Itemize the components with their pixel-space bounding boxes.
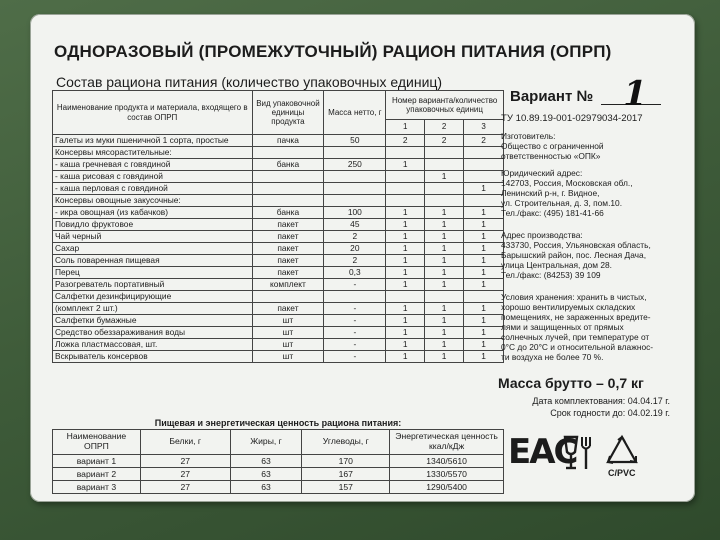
cell-v2: 1 [425,339,464,351]
cell-name: Салфетки дезинфицирующие [53,291,253,303]
table-row [53,171,504,183]
cell-v2: 1 [425,315,464,327]
cell-name: - икра овощная (из кабачков) [53,207,253,219]
cell-mass [324,147,386,159]
cell-v1: 1 [386,339,425,351]
storage-line: солнечных лучей, при температуре от [501,332,650,343]
cell-unit: банка [252,207,324,219]
cell-v3: 1 [464,183,504,195]
table-row [53,327,504,339]
cell-mass: - [324,303,386,315]
composition-table [52,90,504,363]
cell-v3 [464,291,504,303]
cell-name: Повидло фруктовое [53,219,253,231]
cell-unit: пачка [252,135,324,147]
header-unit: Вид упаковочной единицы продукта [252,91,324,135]
nut-cell-protein: 27 [140,468,230,481]
cell-name: Средство обеззараживания воды [53,327,253,339]
cell-unit [252,291,324,303]
nut-cell-carbs: 167 [302,468,390,481]
table-row [53,315,504,327]
cell-mass: 50 [324,135,386,147]
production_address-line: Барышский район, пос. Лесная Дача, [501,250,647,261]
table-row [53,231,504,243]
cell-name: - каша гречневая с говядиной [53,159,253,171]
cell-v2: 2 [425,135,464,147]
cell-v1: 2 [386,135,425,147]
production_address-line: Адрес производства: [501,230,583,240]
cell-v2: 1 [425,303,464,315]
cell-v1 [386,171,425,183]
cell-v2: 1 [425,255,464,267]
cell-unit: шт [252,315,324,327]
variant-line [510,74,661,114]
nut-header-name: Наименование ОПРП [53,430,141,455]
cell-v2: 1 [425,279,464,291]
table-row [53,279,504,291]
cell-v1: 1 [386,243,425,255]
cell-v3 [464,195,504,207]
table-row [53,195,504,207]
cell-v3 [464,159,504,171]
nutrition-row [53,468,504,481]
label-title: ОДНОРАЗОВЫЙ (ПРОМЕЖУТОЧНЫЙ) РАЦИОН ПИТАНИЯ (ОПРП) [54,42,612,61]
nutrition-title: Пищевая и энергетическая ценность рациона питания: [154,418,402,428]
cell-mass [324,195,386,207]
table-row [53,219,504,231]
dates-block [500,395,670,419]
nutrition-row [53,481,504,494]
storage-line: Условия хранения: хранить в чистых, [501,292,647,302]
nut-cell-energy: 1340/5610 [390,455,504,468]
cell-v2 [425,291,464,303]
cell-mass [324,291,386,303]
cell-v1 [386,147,425,159]
legal_address-line: Юридический адрес: [501,168,583,178]
recycle-icon [604,434,640,466]
table-row [53,291,504,303]
table-row [53,339,504,351]
cell-v2 [425,183,464,195]
production_address-line: улица Центральная, дом 28. [501,260,612,271]
cell-v3 [464,147,504,159]
cell-v3: 1 [464,303,504,315]
table-row [53,255,504,267]
cell-v2: 1 [425,231,464,243]
cell-name: Разогреватель портативный [53,279,253,291]
cell-unit [252,171,324,183]
cell-v2: 1 [425,351,464,363]
cell-v3: 1 [464,339,504,351]
cell-mass: - [324,339,386,351]
cell-v2 [425,159,464,171]
storage-line: лями и защищенных от прямых [501,322,624,333]
cell-v3 [464,171,504,183]
expiry-date: Срок годности до: 04.02.19 г. [550,408,670,419]
nut-cell-name: вариант 3 [53,481,141,494]
cell-name: (комплект 2 шт.) [53,303,253,315]
table-row [53,303,504,315]
cell-v2: 1 [425,171,464,183]
cell-unit: шт [252,339,324,351]
cell-name: Чай черный [53,231,253,243]
nut-cell-carbs: 157 [302,481,390,494]
cell-unit [252,195,324,207]
recycle-code: C/PVC [608,468,636,478]
header-variant: Номер варианта/количество упаковочных единиц [386,91,504,120]
table-row [53,183,504,195]
variant-number: 1 [619,74,652,114]
cell-mass: - [324,351,386,363]
cell-v3: 1 [464,207,504,219]
cell-name: - каша рисовая с говядиной [53,171,253,183]
cell-v1 [386,195,425,207]
cell-v1: 1 [386,219,425,231]
cell-mass: 2 [324,231,386,243]
table-row [53,243,504,255]
production_address-line: Тел./факс: (84253) 39 109 [501,270,601,281]
variant-blank [601,74,661,114]
cell-name: Салфетки бумажные [53,315,253,327]
nut-header-energy: Энергетическая ценность ккал/кДж [390,430,504,455]
cell-name: Консервы мясорастительные: [53,147,253,159]
cell-unit [252,147,324,159]
cell-mass: 250 [324,159,386,171]
cell-v1 [386,291,425,303]
manufacturer-block [501,131,604,161]
eac-mark-icon: ЕАС [508,432,577,472]
production-address-block [501,230,651,280]
nut-header-carbs: Углеводы, г [302,430,390,455]
variant-label: Вариант № [510,88,594,105]
cell-mass: - [324,327,386,339]
composition-subtitle: Состав рациона питания (количество упаковочных единиц) [56,74,443,90]
nutrition-table [52,429,504,494]
cell-v1: 1 [386,315,425,327]
cell-mass: 45 [324,219,386,231]
table-row [53,351,504,363]
manufacturer-line: ответственностью «ОПК» [501,151,601,162]
cell-v1: 1 [386,303,425,315]
nut-cell-fat: 63 [230,481,302,494]
cell-v1: 1 [386,279,425,291]
cell-v3: 1 [464,267,504,279]
table-row [53,207,504,219]
legal_address-line: Тел./факс: (495) 181-41-66 [501,208,604,219]
cell-v1: 1 [386,159,425,171]
header-v1: 1 [386,120,425,135]
cell-unit: пакет [252,219,324,231]
cell-unit: пакет [252,243,324,255]
cell-v3: 1 [464,255,504,267]
nut-cell-name: вариант 2 [53,468,141,481]
cell-v3: 1 [464,279,504,291]
cell-v1: 1 [386,207,425,219]
cell-mass: 0,3 [324,267,386,279]
legal_address-line: ул. Строительная, д. 3, пом.10. [501,198,623,209]
nut-cell-energy: 1330/5570 [390,468,504,481]
production_address-line: 433730, Россия, Ульяновская область, [501,240,651,251]
storage-line: ти воздуха не более 70 %. [501,352,604,363]
cell-v2 [425,147,464,159]
nut-header-fat: Жиры, г [230,430,302,455]
cell-unit: шт [252,327,324,339]
cell-unit: комплект [252,279,324,291]
header-mass: Масса нетто, г [324,91,386,135]
ration-label [30,14,695,502]
storage-block [501,292,653,363]
cell-unit: шт [252,351,324,363]
legal_address-line: 142703, Россия, Московская обл., [501,178,633,189]
cell-v2: 1 [425,327,464,339]
table-row [53,135,504,147]
cell-v1: 1 [386,351,425,363]
cell-v1: 1 [386,231,425,243]
cell-v3: 1 [464,315,504,327]
header-v2: 2 [425,120,464,135]
cell-v3: 1 [464,231,504,243]
cell-mass [324,183,386,195]
table-row [53,267,504,279]
cell-v2: 1 [425,207,464,219]
cell-mass [324,171,386,183]
cell-v3: 1 [464,327,504,339]
gross-mass: Масса брутто – 0,7 кг [498,375,644,391]
cell-v3: 1 [464,219,504,231]
cell-v3: 1 [464,243,504,255]
nut-cell-protein: 27 [140,481,230,494]
pack-date: Дата комплектования: 04.04.17 г. [532,396,670,406]
cell-unit [252,183,324,195]
nutrition-row [53,455,504,468]
table-row [53,159,504,171]
legal_address-line: Ленинский р-н, г. Видное, [501,188,600,199]
storage-line: помещениях, не зараженных вредите- [501,312,651,323]
cell-mass: - [324,315,386,327]
cell-name: Галеты из муки пшеничной 1 сорта, простые [53,135,253,147]
cell-unit: пакет [252,255,324,267]
cell-v1: 1 [386,327,425,339]
cell-v2: 1 [425,267,464,279]
table-row [53,147,504,159]
nut-header-protein: Белки, г [140,430,230,455]
cell-name: Соль поваренная пищевая [53,255,253,267]
nut-cell-fat: 63 [230,455,302,468]
tu-code: ТУ 10.89.19-001-02979034-2017 [501,113,643,124]
cell-name: Ложка пластмассовая, шт. [53,339,253,351]
nut-cell-protein: 27 [140,455,230,468]
cell-unit: пакет [252,303,324,315]
manufacturer-line: Изготовитель: [501,131,556,141]
header-name: Наименование продукта и материала, входящего в состав ОПРП [53,91,253,135]
cell-mass: 100 [324,207,386,219]
manufacturer-line: Общество с ограниченной [501,141,604,152]
storage-line: 0°С до 20°С и относительной влажнос- [501,342,654,353]
cell-name: Сахар [53,243,253,255]
storage-line: хорошо вентилируемых складских [501,302,636,313]
cell-mass: 2 [324,255,386,267]
cell-mass: 20 [324,243,386,255]
cell-v2: 1 [425,219,464,231]
cell-v3: 1 [464,351,504,363]
cell-v2: 1 [425,243,464,255]
glass-fork-icon [562,434,596,472]
cell-v1: 1 [386,255,425,267]
cell-unit: банка [252,159,324,171]
cell-name: Консервы овощные закусочные: [53,195,253,207]
cell-v1: 1 [386,267,425,279]
cell-unit: пакет [252,267,324,279]
cell-name: Перец [53,267,253,279]
cell-name: Вскрыватель консервов [53,351,253,363]
nut-cell-carbs: 170 [302,455,390,468]
cell-mass: - [324,279,386,291]
legal-address-block [501,168,633,218]
nut-cell-energy: 1290/5400 [390,481,504,494]
cell-v1 [386,183,425,195]
cell-name: - каша перловая с говядиной [53,183,253,195]
nut-cell-fat: 63 [230,468,302,481]
cell-unit: пакет [252,231,324,243]
header-v3: 3 [464,120,504,135]
nut-cell-name: вариант 1 [53,455,141,468]
cell-v3: 2 [464,135,504,147]
cell-v2 [425,195,464,207]
